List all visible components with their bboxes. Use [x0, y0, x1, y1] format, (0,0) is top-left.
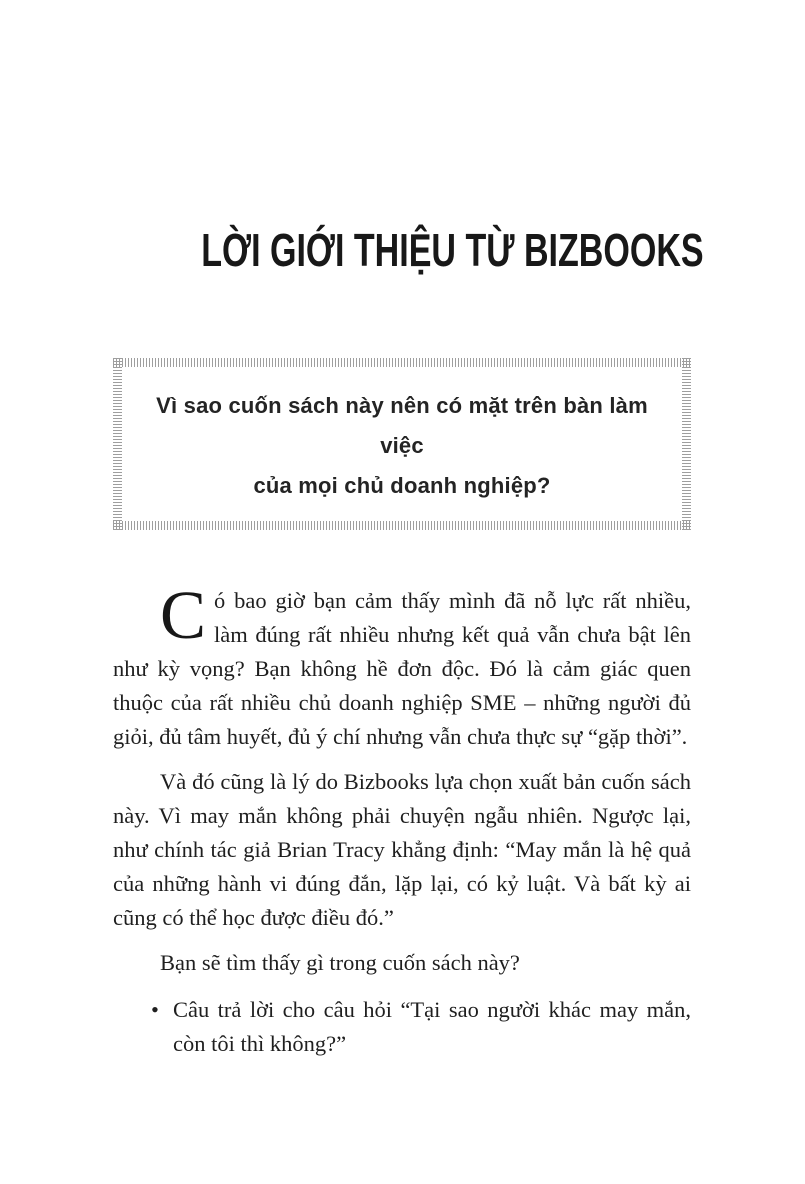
drop-cap: C	[160, 577, 207, 653]
paragraph-2: Và đó cũng là lý do Bizbooks lựa chọn xuất bản cuốn sách này. Vì may mắn không phải chuyện ngẫu nhiên. Ngược lại, như chính tác giả Brian Tracy khẳng định: “May mắn là hệ quả của những hành vi đúng đắn, lặp lại, có kỷ luật. Và bất kỳ ai cũng có thể học được điều đó.”	[113, 769, 691, 930]
chapter-title-text: LỜI GIỚI THIỆU TỪ BIZBOOKS	[201, 224, 704, 276]
callout-box	[113, 358, 691, 530]
body-copy	[113, 577, 691, 1061]
bullet-icon: •	[151, 997, 159, 1022]
paragraph-1	[113, 577, 691, 754]
paragraph-1-text: ó bao giờ bạn cảm thấy mình đã nỗ lực rất nhiều, làm đúng rất nhiều nhưng kết quả vẫn chưa bật lên như kỳ vọng? Bạn không hề đơn độc. Đó là cảm giác quen thuộc của rất nhiều chủ doanh nghiệp SME – những người đủ giỏi, đủ tâm huyết, đủ ý chí nhưng vẫn chưa thực sự “gặp thời”.	[113, 588, 691, 749]
list-item-text: Câu trả lời cho câu hỏi “Tại sao người khác may mắn, còn tôi thì không?”	[173, 997, 691, 1056]
callout-line-2: của mọi chủ doanh nghiệp?	[253, 473, 551, 498]
callout-line-1: Vì sao cuốn sách này nên có mặt trên bàn làm việc	[156, 393, 648, 458]
bullet-list	[113, 993, 691, 1061]
page-content-column	[113, 0, 704, 1061]
paragraph-3: Bạn sẽ tìm thấy gì trong cuốn sách này?	[160, 950, 520, 975]
chapter-title	[113, 224, 704, 276]
list-item	[113, 993, 691, 1061]
